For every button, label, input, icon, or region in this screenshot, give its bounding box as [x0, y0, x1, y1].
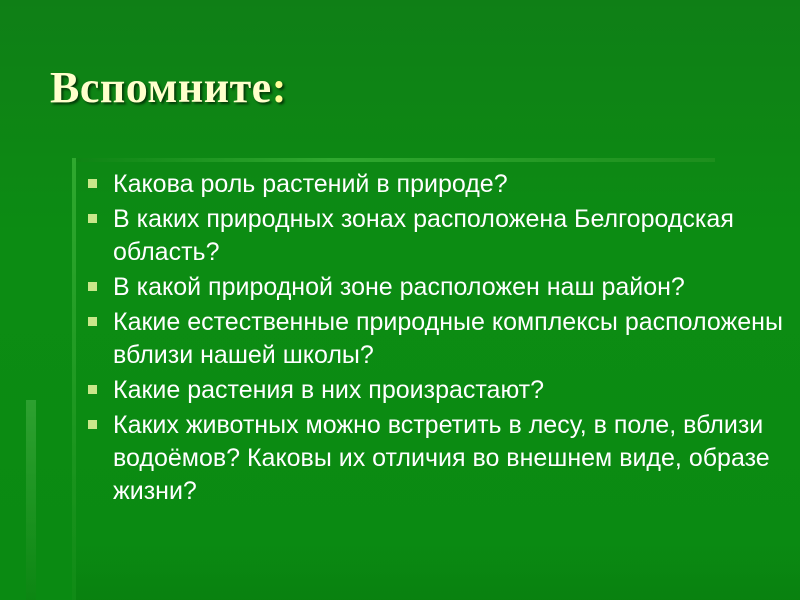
list-item-text: Какие естественные природные комплексы расположены вблизи нашей школы?: [113, 308, 783, 369]
square-bullet-icon: [88, 317, 97, 326]
square-bullet-icon: [88, 385, 97, 394]
title-divider-line: [75, 158, 715, 162]
list-item: [88, 409, 788, 508]
list-item: [88, 271, 788, 304]
list-item: [88, 203, 788, 269]
bottom-band: [76, 540, 800, 600]
list-item: [88, 374, 788, 407]
list-item-text: Каких животных можно встретить в лесу, в поле, вблизи водоёмов? Каковы их отличия во внешнем виде, образе жизни?: [113, 411, 770, 505]
slide-title-colon: :: [271, 63, 287, 112]
question-list: [88, 168, 788, 510]
square-bullet-icon: [88, 179, 97, 188]
list-item-text: Какие растения в них произрастают?: [113, 376, 545, 404]
list-item: [88, 168, 788, 201]
square-bullet-icon: [88, 420, 97, 429]
left-divider-line: [72, 158, 76, 600]
decorative-stripe: [26, 400, 36, 600]
list-item-text: В какой природной зоне расположен наш район?: [113, 273, 685, 301]
square-bullet-icon: [88, 214, 97, 223]
square-bullet-icon: [88, 282, 97, 291]
slide-title: [50, 62, 287, 113]
list-item-text: Какова роль растений в природе?: [113, 170, 508, 198]
list-item-text: В каких природных зонах расположена Белгородская область?: [113, 205, 734, 266]
slide-title-text: Вспомните: [50, 63, 272, 112]
list-item: [88, 306, 788, 372]
